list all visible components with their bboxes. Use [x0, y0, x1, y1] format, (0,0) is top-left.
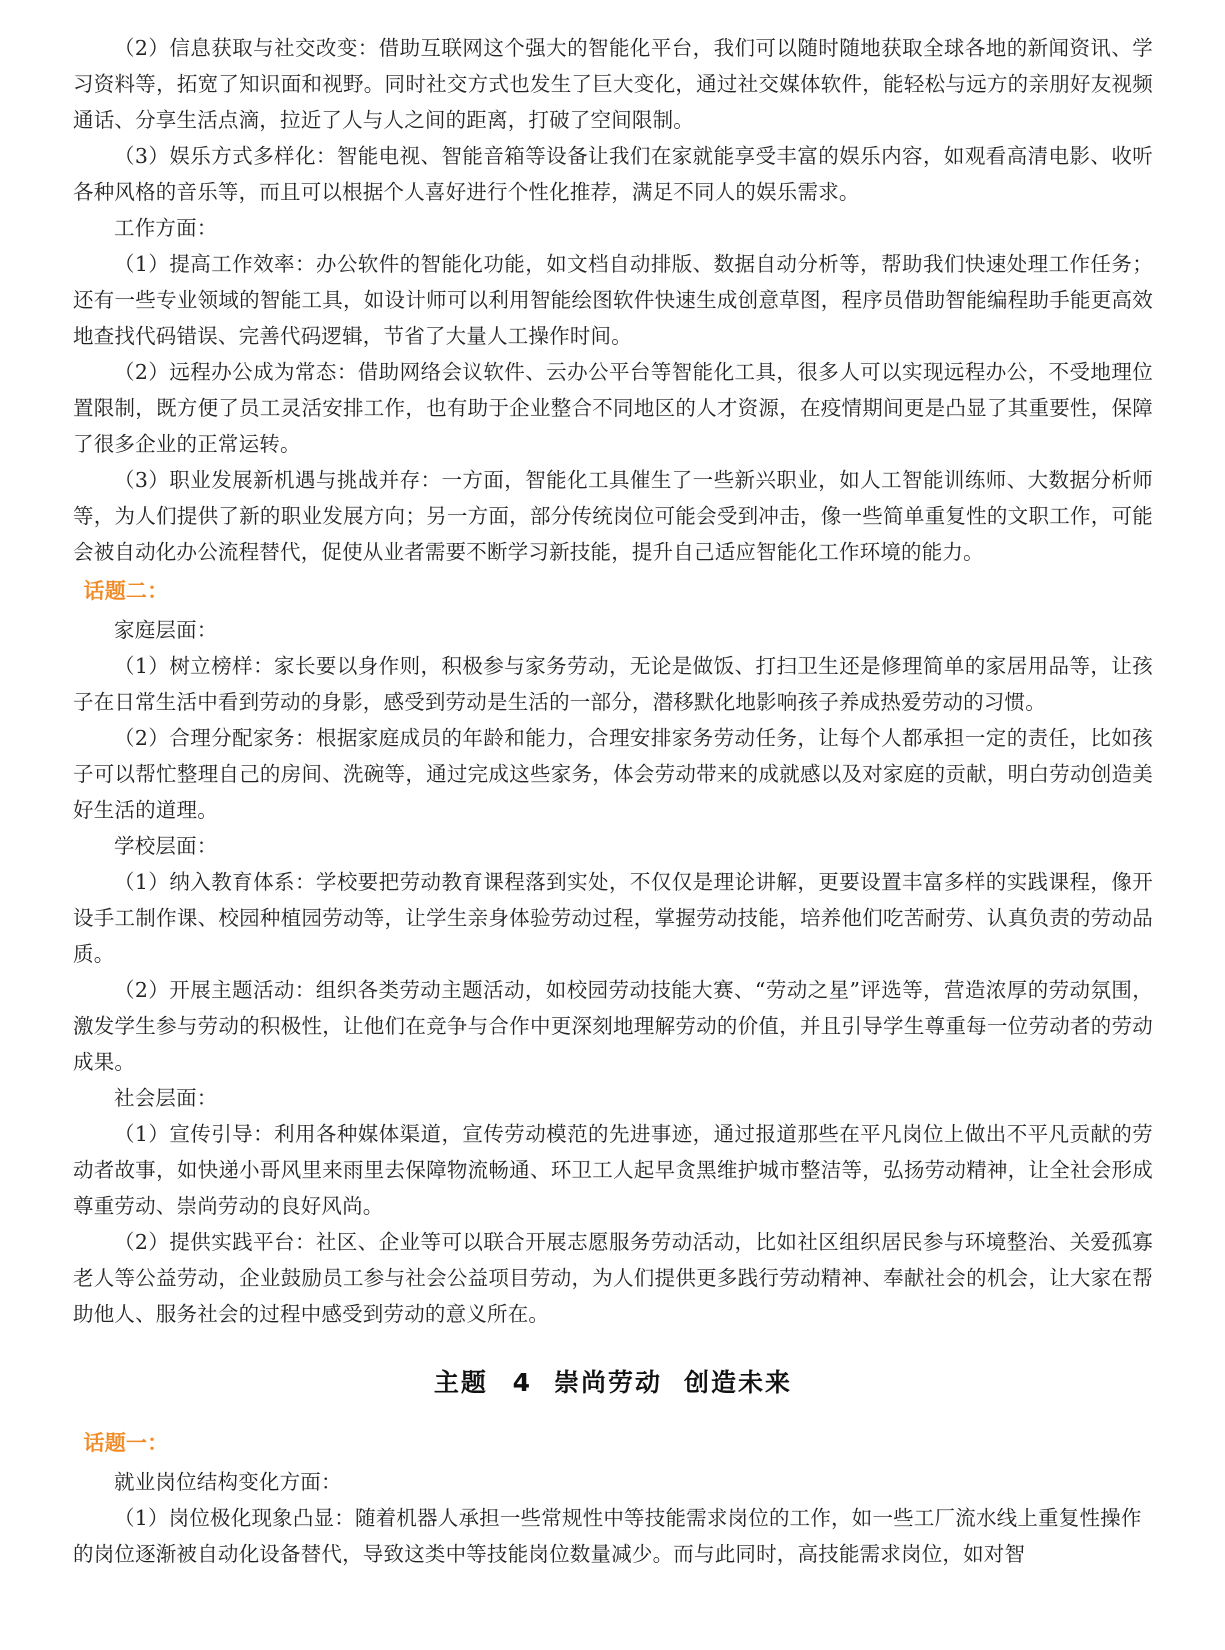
- paragraph-school-curriculum: （1）纳入教育体系：学校要把劳动教育课程落到实处，不仅仅是理论讲解，更要设置丰富多样的实践课程，像开设手工制作课、校园种植园劳动等，让学生亲身体验劳动过程，掌握劳动技能，培养他们吃苦耐劳、认真负责的劳动品质。: [73, 870, 1153, 966]
- work-heading: 工作方面：: [114, 216, 218, 240]
- society-heading: 社会层面：: [114, 1086, 218, 1110]
- employment-heading: 就业岗位结构变化方面：: [114, 1470, 342, 1494]
- theme-title-part-b: 创造未来: [684, 1368, 793, 1397]
- paragraph-family-role-model: （1）树立榜样：家长要以身作则，积极参与家务劳动，无论是做饭、打扫卫生还是修理简单的家居用品等，让孩子在日常生活中看到劳动的身影，感受到劳动是生活的一部分，潜移默化地影响孩子养成热爱劳动的习惯。: [73, 654, 1153, 714]
- paragraph-society-practice: （2）提供实践平台：社区、企业等可以联合开展志愿服务劳动活动，比如社区组织居民参与环境整治、关爱孤寡老人等公益劳动，企业鼓励员工参与社会公益项目劳动，为人们提供更多践行劳动精神、奉献社会的机会，让大家在帮助他人、服务社会的过程中感受到劳动的意义所在。: [73, 1230, 1153, 1326]
- family-heading: 家庭层面：: [114, 618, 218, 642]
- school-heading: 学校层面：: [114, 834, 218, 858]
- theme-title-part-a: 崇尚劳动: [554, 1368, 663, 1397]
- topic-two-heading: 话题二：: [83, 579, 169, 603]
- topic-one-heading: 话题一：: [83, 1431, 169, 1455]
- document-page: [73, 30, 1153, 1572]
- paragraph-work-efficiency: （1）提高工作效率：办公软件的智能化功能，如文档自动排版、数据自动分析等，帮助我们快速处理工作任务；还有一些专业领域的智能工具，如设计师可以利用智能绘图软件快速生成创意草图，程序员借助智能编程助手能更高效地查找代码错误、完善代码逻辑，节省了大量人工操作时间。: [73, 252, 1153, 348]
- paragraph-school-activities: （2）开展主题活动：组织各类劳动主题活动，如校园劳动技能大赛、“劳动之星”评选等，营造浓厚的劳动氛围，激发学生参与劳动的积极性，让他们在竞争与合作中更深刻地理解劳动的价值，并且引导学生尊重每一位劳动者的劳动成果。: [73, 978, 1153, 1074]
- paragraph-info-social: （2）信息获取与社交改变：借助互联网这个强大的智能化平台，我们可以随时随地获取全球各地的新闻资讯、学习资料等，拓宽了知识面和视野。同时社交方式也发生了巨大变化，通过社交媒体软件，能轻松与远方的亲朋好友视频通话、分享生活点滴，拉近了人与人之间的距离，打破了空间限制。: [73, 36, 1153, 132]
- paragraph-career-development: （3）职业发展新机遇与挑战并存：一方面，智能化工具催生了一些新兴职业，如人工智能训练师、大数据分析师等，为人们提供了新的职业发展方向；另一方面，部分传统岗位可能会受到冲击，像一些简单重复性的文职工作，可能会被自动化办公流程替代，促使从业者需要不断学习新技能，提升自己适应智能化工作环境的能力。: [73, 468, 1153, 564]
- paragraph-family-chores: （2）合理分配家务：根据家庭成员的年龄和能力，合理安排家务劳动任务，让每个人都承担一定的责任，比如孩子可以帮忙整理自己的房间、洗碗等，通过完成这些家务，体会劳动带来的成就感以及对家庭的贡献，明白劳动创造美好生活的道理。: [73, 726, 1153, 822]
- paragraph-job-polarization: （1）岗位极化现象凸显：随着机器人承担一些常规性中等技能需求岗位的工作，如一些工厂流水线上重复性操作的岗位逐渐被自动化设备替代，导致这类中等技能岗位数量减少。而与此同时，高技能需求岗位，如对智: [73, 1506, 1142, 1566]
- theme-4-title: [73, 1362, 1153, 1404]
- theme-label: 主题 4: [433, 1368, 533, 1397]
- paragraph-entertainment: （3）娱乐方式多样化：智能电视、智能音箱等设备让我们在家就能享受丰富的娱乐内容，如观看高清电影、收听各种风格的音乐等，而且可以根据个人喜好进行个性化推荐，满足不同人的娱乐需求。: [73, 144, 1153, 204]
- paragraph-society-publicity: （1）宣传引导：利用各种媒体渠道，宣传劳动模范的先进事迹，通过报道那些在平凡岗位上做出不平凡贡献的劳动者故事，如快递小哥风里来雨里去保障物流畅通、环卫工人起早贪黑维护城市整洁等，弘扬劳动精神，让全社会形成尊重劳动、崇尚劳动的良好风尚。: [73, 1122, 1153, 1218]
- paragraph-remote-work: （2）远程办公成为常态：借助网络会议软件、云办公平台等智能化工具，很多人可以实现远程办公，不受地理位置限制，既方便了员工灵活安排工作，也有助于企业整合不同地区的人才资源，在疫情期间更是凸显了其重要性，保障了很多企业的正常运转。: [73, 360, 1153, 456]
